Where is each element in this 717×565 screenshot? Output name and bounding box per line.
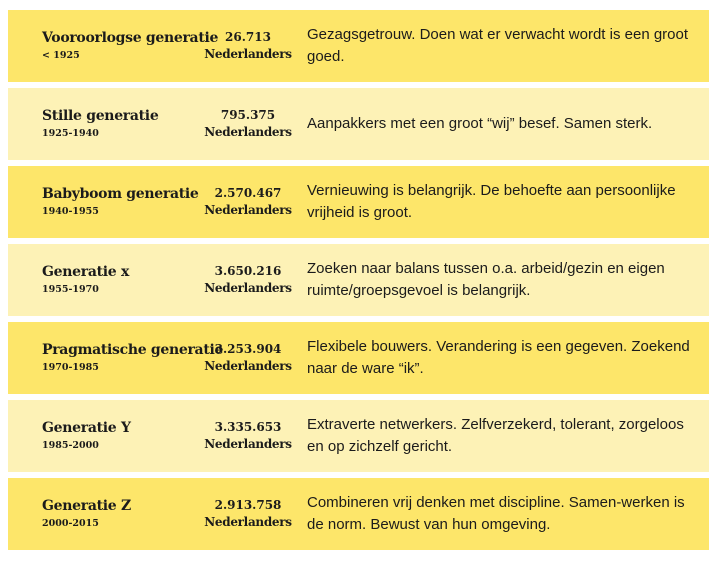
generation-label — [42, 166, 212, 238]
generation-description — [307, 400, 697, 472]
population-unit: Nederlanders — [204, 47, 292, 61]
generation-description — [307, 88, 697, 160]
generation-label — [42, 88, 212, 160]
generation-description — [307, 10, 697, 82]
population-number: 3.253.904 — [214, 342, 282, 356]
population-number: 795.375 — [220, 108, 276, 122]
generation-label — [42, 244, 212, 316]
generation-name: Generatie Z — [42, 498, 131, 514]
generation-description — [307, 244, 697, 316]
generation-name: Vooroorlogse generatie — [42, 30, 219, 46]
generation-row-pragmatische — [8, 322, 709, 394]
generation-label — [42, 478, 212, 550]
population-count — [204, 88, 292, 160]
generation-name: Pragmatische generatie — [42, 342, 224, 358]
generation-label — [42, 400, 212, 472]
description-text: Gezagsgetrouw. Doen wat er verwacht wordt is een groot goed. — [307, 26, 689, 65]
generation-description — [307, 166, 697, 238]
description-text: Zoeken naar balans tussen o.a. arbeid/gezin en eigen ruimte/groepsgevoel is belangrijk. — [307, 260, 665, 299]
generation-description — [307, 478, 697, 550]
generation-name: Babyboom generatie — [42, 186, 199, 202]
generation-row-stille — [8, 88, 709, 160]
generation-years: 1925-1940 — [42, 128, 99, 139]
population-number: 3.650.216 — [214, 264, 282, 278]
population-count — [204, 10, 292, 82]
population-unit: Nederlanders — [204, 359, 292, 373]
generation-name: Generatie Y — [42, 420, 131, 436]
generation-row-babyboom — [8, 166, 709, 238]
population-unit: Nederlanders — [204, 203, 292, 217]
population-count — [204, 166, 292, 238]
description-text: Vernieuwing is belangrijk. De behoefte aan persoonlijke vrijheid is groot. — [307, 182, 676, 221]
generation-years: < 1925 — [42, 50, 80, 61]
generation-description — [307, 322, 697, 394]
population-number: 3.335.653 — [214, 420, 282, 434]
generation-years: 2000-2015 — [42, 518, 99, 529]
generation-years: 1940-1955 — [42, 206, 99, 217]
description-text: Aanpakkers met een groot “wij” besef. Samen sterk. — [307, 115, 653, 132]
population-number: 2.570.467 — [214, 186, 282, 200]
description-text: Combineren vrij denken met discipline. Samen-werken is de norm. Bewust van hun omgeving. — [307, 494, 685, 533]
population-unit: Nederlanders — [204, 437, 292, 451]
generation-years: 1970-1985 — [42, 362, 99, 373]
generations-table — [8, 10, 709, 556]
description-text: Extraverte netwerkers. Zelfverzekerd, tolerant, zorgeloos en op zichzelf gericht. — [307, 416, 684, 455]
generation-row-x — [8, 244, 709, 316]
population-unit: Nederlanders — [204, 125, 292, 139]
population-count — [204, 400, 292, 472]
population-count — [204, 244, 292, 316]
population-number: 2.913.758 — [214, 498, 282, 512]
population-unit: Nederlanders — [204, 281, 292, 295]
generation-row-y — [8, 400, 709, 472]
population-count — [204, 322, 292, 394]
population-unit: Nederlanders — [204, 515, 292, 529]
description-text: Flexibele bouwers. Verandering is een gegeven. Zoekend naar de ware “ik”. — [307, 338, 690, 377]
generation-name: Generatie x — [42, 264, 130, 280]
generation-label — [42, 10, 219, 82]
generation-years: 1955-1970 — [42, 284, 99, 295]
generation-years: 1985-2000 — [42, 440, 99, 451]
generation-row-vooroorlogse — [8, 10, 709, 82]
population-number: 26.713 — [225, 30, 271, 44]
generation-row-z — [8, 478, 709, 550]
population-count — [204, 478, 292, 550]
generation-name: Stille generatie — [42, 108, 159, 124]
generation-label — [42, 322, 224, 394]
